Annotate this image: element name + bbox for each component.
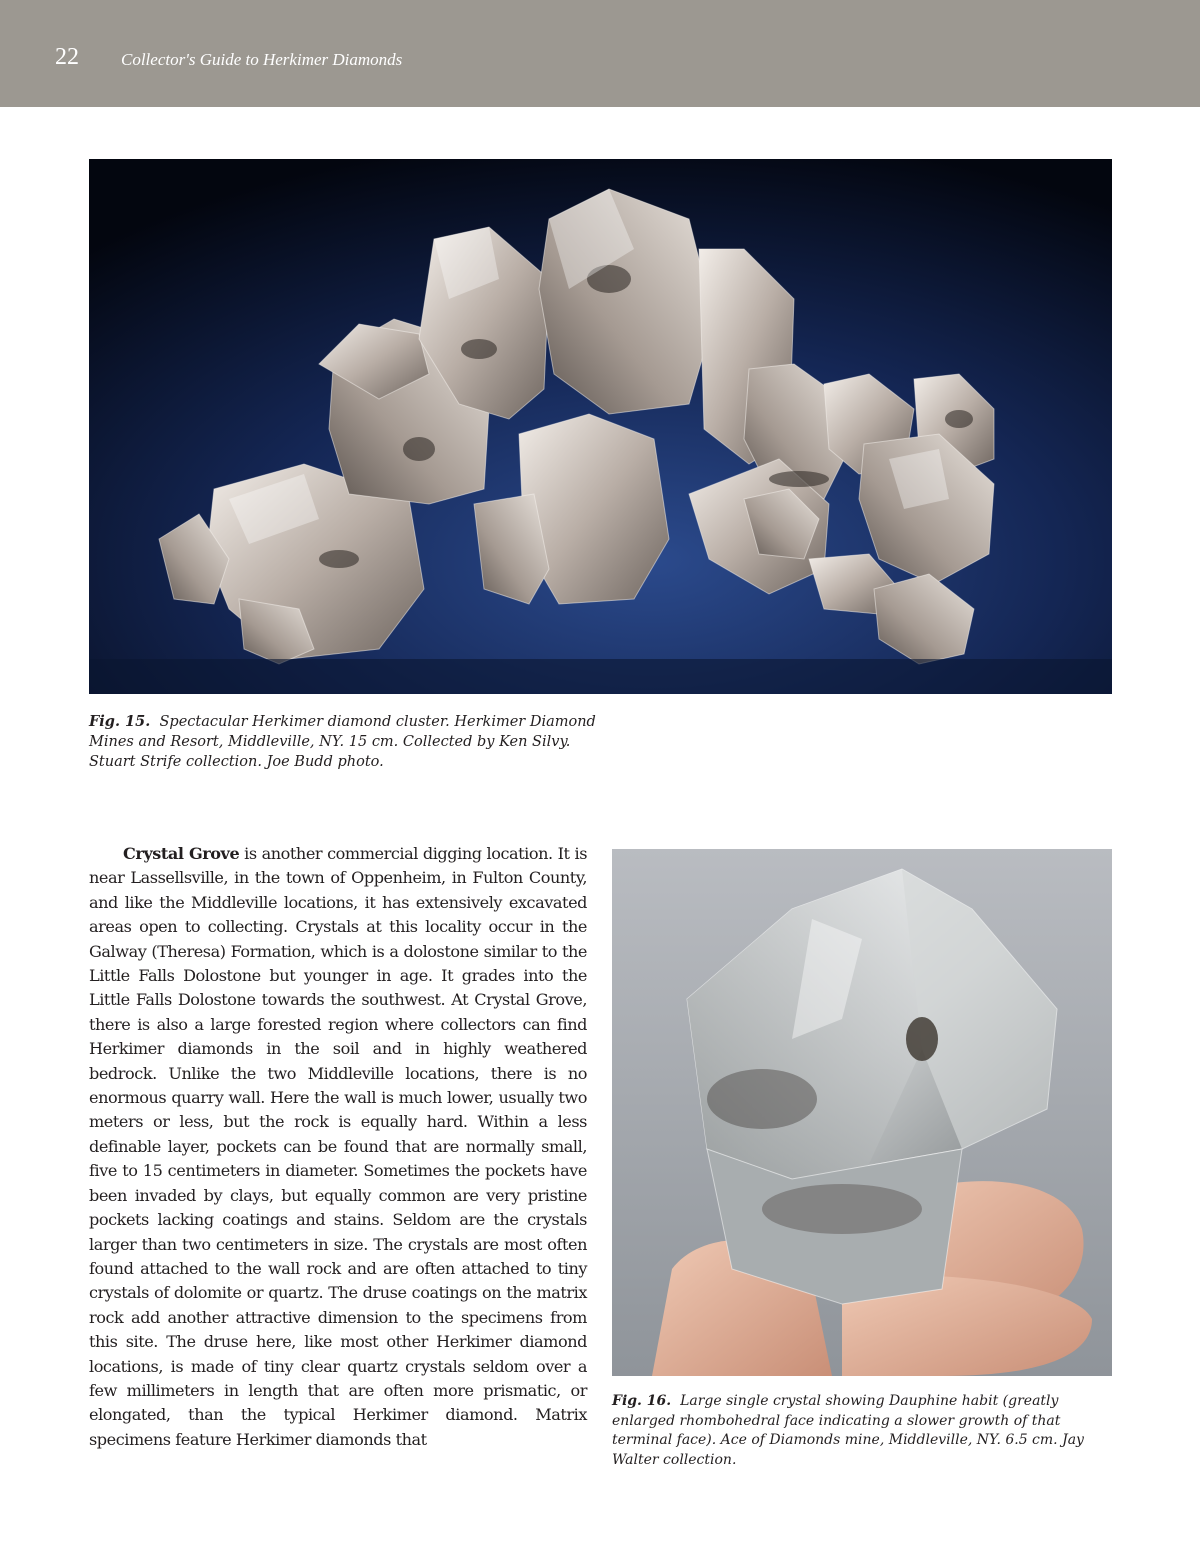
body-lead-term: Crystal Grove [123,844,240,863]
body-paragraph-text: is another commercial digging location. It is near Lassellsville, in the town of Oppenheim, in Fulton County, and like the Middleville locations, it has extensively excavated areas open to collecting. Crystals at this locality occur in the Galway (Theresa) Formation, which is a dolostone similar to the Little Falls Dolostone but younger in age. It grades into the Little Falls Dolostone towards the southwest. At Crystal Grove, there is also a large forested region where collectors can find Herkimer diamonds in the soil and in highly weathered bedrock. Unlike the two Middleville locations, there is no enormous quarry wall. Here the wall is much lower, usually two meters or less, but the rock is equally hard. Within a less definable layer, pockets can be found that are normally small, five to 15 centimeters in diameter. Sometimes the pockets have been invaded by clays, but equally common are very pristine pockets lacking coatings and stains. Seldom are the crystals larger than two centimeters in size. The crystals are most often found attached to the wall rock and are often attached to tiny crystals of dolomite or quartz. The druse coatings on the matrix rock add another attractive dimension to the specimens from this site. The druse here, like most other Herkimer diamond locations, is made of tiny clear quartz crystals seldom over a few millimeters in length that are often more prismatic, or elongated, than the typical Herkimer diamond. Matrix specimens feature Herkimer diamonds that [89,844,587,1449]
figure-15-caption-text: Spectacular Herkimer diamond cluster. Herkimer Diamond Mines and Resort, Middleville, NY. 15 cm. Collected by Ken Silvy. Stuart Strife collection. Joe Budd photo. [89,714,596,770]
figure-15-caption [89,712,609,772]
figure-16-label: Fig. 16. [612,1393,672,1409]
body-paragraph [89,842,587,1452]
figure-15-label: Fig. 15. [89,713,151,730]
figure-16-photo [612,849,1112,1376]
figure-15-photo [89,159,1112,694]
running-title: Collector's Guide to Herkimer Diamonds [121,50,403,69]
figure-16-caption [612,1392,1117,1470]
page-header [0,0,1200,107]
page-number: 22 [55,44,79,70]
figure-16-caption-text: Large single crystal showing Dauphine habit (greatly enlarged rhombohedral face indicating a slower growth of that terminal face). Ace of Diamonds mine, Middleville, NY. 6.5 cm. Jay Walter collection. [612,1393,1084,1468]
